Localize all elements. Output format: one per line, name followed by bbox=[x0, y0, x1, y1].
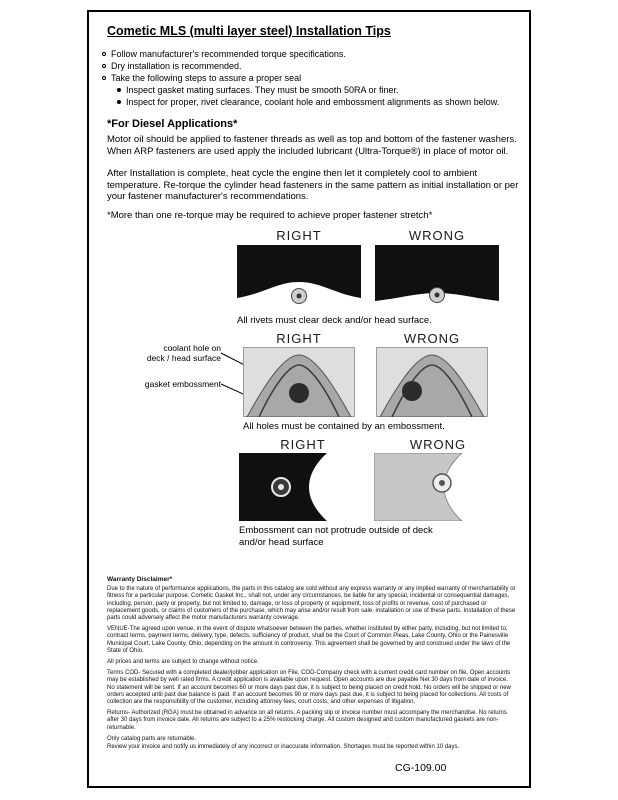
page-frame bbox=[87, 10, 531, 788]
coolant-hole-icon bbox=[289, 383, 309, 403]
sub-bullet-text: Inspect gasket mating surfaces. They must be smooth 50RA or finer. bbox=[126, 85, 399, 95]
bullet-text: Dry installation is recommended. bbox=[111, 61, 242, 71]
annotation-gasket-embossment: gasket embossment bbox=[144, 379, 221, 389]
sub-bullet-item bbox=[117, 97, 529, 107]
bullet-item bbox=[102, 73, 514, 83]
wrong-label: WRONG bbox=[408, 228, 466, 243]
bullet-text: Follow manufacturer's recommended torque specifications. bbox=[111, 49, 346, 59]
embossed-hole-center-icon bbox=[439, 480, 445, 486]
warranty-paragraph: Returns- Authorized (RGA) must be obtained in advance on all returns. A packing slip or invoice number must accompany the merchandise. No returns after 30 days from invoice date. All returns are subject to a 25% restocking charge. All custom designed and custom manufactured gaskets are non-returnable. bbox=[107, 710, 507, 731]
diagram-embossment-wrong-image bbox=[376, 347, 488, 417]
caption-holes: All holes must be contained by an embossment. bbox=[243, 421, 445, 432]
bullet-item bbox=[102, 61, 514, 71]
solid-bullet-icon bbox=[117, 88, 121, 92]
page-title: Cometic MLS (multi layer steel) Installation Tips bbox=[107, 24, 391, 38]
warranty-disclaimer-section bbox=[107, 576, 517, 755]
annotation-coolant-hole bbox=[125, 343, 221, 363]
document-code: CG-109.00 bbox=[395, 762, 447, 774]
warranty-paragraph: VENUE-The agreed upon venue, in the event of dispute whatsoever between the parties, whether instituted by either party, including, but not limited to, contract terms, payment terms, delivery, type, defects, sufficiency of product, shall be the Court of Common Pleas, Lake County, Ohio or the Painesville Municipal Court, Lake County, Ohio, depending on the amount in controversy. This agreement shall be governed by and construed under the laws of the State of Ohio. bbox=[107, 626, 511, 654]
right-label: RIGHT bbox=[276, 228, 322, 243]
caption-rivets: All rivets must clear deck and/or head surface. bbox=[237, 315, 432, 326]
solid-bullet-icon bbox=[117, 100, 121, 104]
coolant-hole-icon bbox=[402, 381, 422, 401]
warranty-disclaimer-heading: Warranty Disclaimer* bbox=[107, 576, 173, 583]
diesel-paragraph-1: Motor oil should be applied to fastener threads as well as top and bottom of the fastener washers. When ARP fasteners are used apply the included lubricant (Ultra-Torque®) in place of motor oil. bbox=[107, 134, 517, 157]
warranty-paragraph: Due to the nature of performance applications, the parts in this catalog are sold without any express warranty or any implied warranty of merchantability or fitness for a particular purpose. Cometic Gasket Inc., shall not, under any circumstances, be liable for any special, incidental or consequential damages, including, person, party or property, but not limited to, damage, or loss of property or equipment, loss of profits or revenue, cost of purchased or replacement goods, or claims of customers of the purchase, which may arise and/or result from sale, installation or use of these parts. Installation of these parts could adversely affect the motor manufacturers warranty coverage. bbox=[107, 586, 516, 622]
bullet-text: Take the following steps to assure a proper seal bbox=[111, 73, 302, 83]
open-bullet-icon bbox=[102, 76, 106, 80]
diesel-paragraph-2: After Installation is complete, heat cycle the engine then let it completely cool to ambient temperature. Re-torque the cylinder head fasteners in the same pattern as initial installation or per your fastener manufacturer's recommendations. bbox=[107, 168, 519, 202]
diesel-applications-heading: *For Diesel Applications* bbox=[107, 118, 238, 130]
bullet-item bbox=[102, 49, 514, 59]
right-label: RIGHT bbox=[280, 437, 326, 452]
right-label: RIGHT bbox=[276, 331, 322, 346]
diagram-rivet-right-image bbox=[237, 245, 361, 311]
sub-bullet-text: Inspect for proper, rivet clearance, coolant hole and embossment alignments as shown below. bbox=[126, 97, 500, 107]
annotation-coolant-hole-line1: coolant hole on bbox=[163, 343, 221, 353]
diagram-embossment-right-image bbox=[243, 347, 355, 417]
warranty-paragraph: Terms COD- Secured with a completed dealer/jobber application on File, COD-Company check with a current credit card number on file. Open accounts may be established by well rated firms. A credit application is available upon request. Open accounts are due payable Net 30 days from date of invoice. No statement will be sent. If an account becomes 60 or more days past due, it is subject to being placed on credit hold. No orders will be shipped or new orders accepted until past due balance is paid. If an account becomes 90 or more days past due, it is subject to being placed for collections. All costs of collection are the responsibility of the customer, including attorney fees, court costs, and other expenses of litigation. bbox=[107, 670, 511, 706]
open-bullet-icon bbox=[102, 52, 106, 56]
sub-bullet-item bbox=[117, 85, 529, 95]
retorque-note: *More than one re-torque may be required to achieve proper fastener stretch* bbox=[107, 210, 433, 221]
caption-protrusion: Embossment can not protrude outside of deck and/or head surface bbox=[239, 525, 433, 548]
warranty-paragraph: All prices and terms are subject to change without notice. bbox=[107, 659, 259, 666]
embossed-hole-center-icon bbox=[278, 484, 284, 490]
diagram-rivet-wrong-image bbox=[375, 245, 499, 311]
wrong-label: WRONG bbox=[403, 331, 461, 346]
wrong-label: WRONG bbox=[409, 437, 467, 452]
rivet-center-icon bbox=[435, 293, 440, 298]
open-bullet-icon bbox=[102, 64, 106, 68]
rivet-center-icon bbox=[297, 294, 302, 299]
diagram-protrusion-right-image bbox=[239, 453, 367, 521]
annotation-coolant-hole-line2: deck / head surface bbox=[146, 353, 221, 363]
warranty-paragraph: Review your invoice and notify us immediately of any incorrect or inaccurate information. Shortages must be reported within 10 days. bbox=[107, 744, 460, 751]
warranty-paragraph: Only catalog parts are returnable. bbox=[107, 735, 197, 742]
diagram-protrusion-wrong-image bbox=[374, 453, 502, 521]
